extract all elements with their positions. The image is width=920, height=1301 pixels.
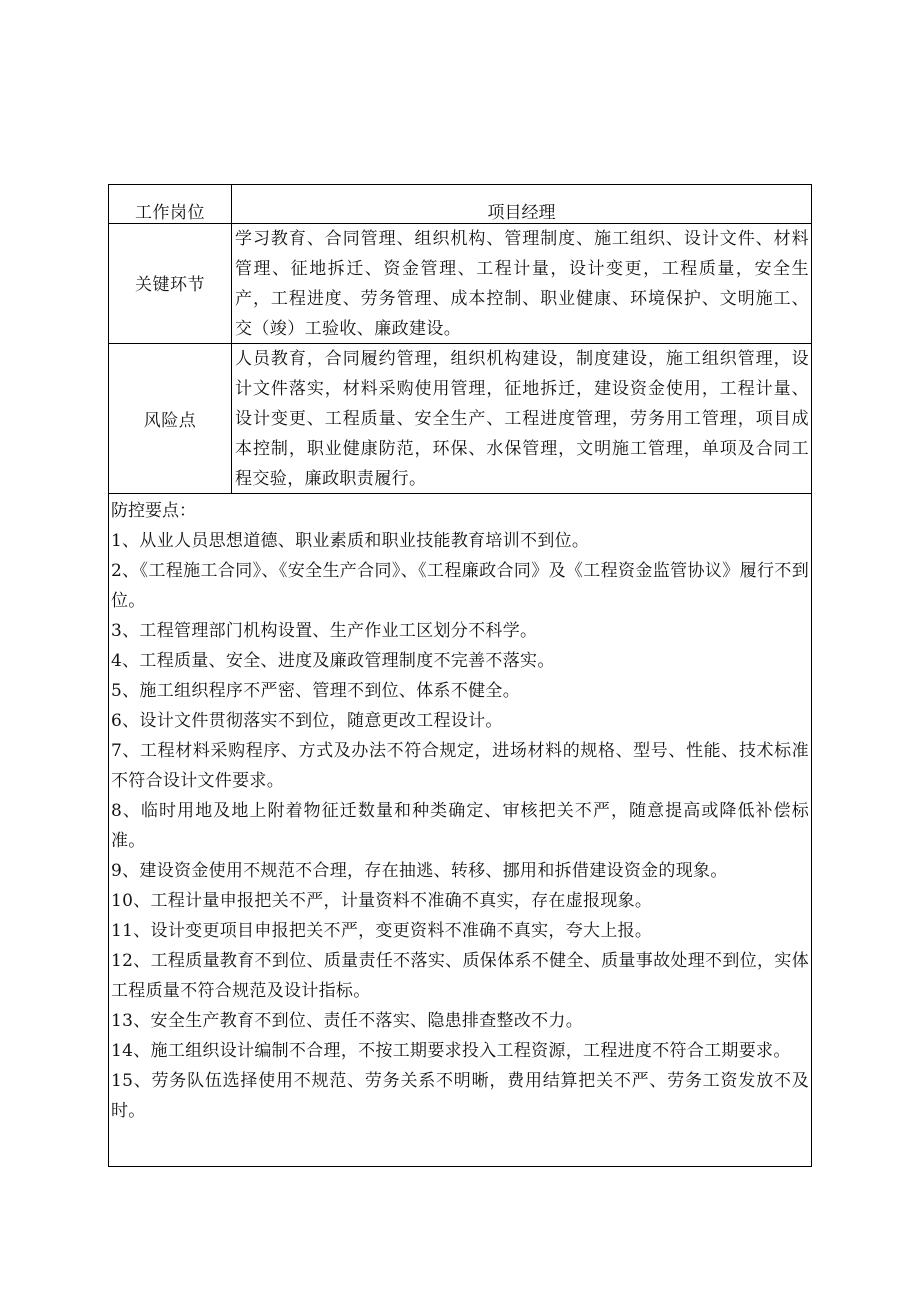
control-points-section [109,494,811,1166]
risk-points-text: 人员教育，合同履约管理，组织机构建设，制度建设，施工组织管理，设计文件落实，材料采购使用管理，征地拆迁，建设资金使用，工程计量、设计变更、工程质量、安全生产、工程进度管理，劳务用工管理，项目成本控制，职业健康防范，环保、水保管理，文明施工管理，单项及合同工程交验，廉政职责履行。 [235,349,809,489]
risk-control-table [108,184,812,1167]
control-item: 4、工程质量、安全、进度及廉政管理制度不完善不落实。 [111,651,555,671]
key-links-text: 学习教育、合同管理、组织机构、管理制度、施工组织、设计文件、材料管理、征地拆迁、资金管理、工程计量，设计变更，工程质量，安全生产，工程进度、劳务管理、成本控制、职业健康、环境保护、文明施工、交（竣）工验收、廉政建设。 [235,229,809,339]
control-item: 7、工程材料采购程序、方式及办法不符合规定，进场材料的规格、型号、性能、技术标准不符合设计文件要求。 [111,741,809,791]
control-item: 10、工程计量申报把关不严，计量资料不准确不真实，存在虚报现象。 [111,891,653,911]
control-item: 13、安全生产教育不到位、责任不落实、隐患排查整改不力。 [111,1011,584,1031]
control-item: 12、工程质量教育不到位、质量责任不落实、质保体系不健全、质量事故处理不到位，实体工程质量不符合规范及设计指标。 [111,951,809,1001]
column-divider [231,344,232,494]
position-value: 项目经理 [487,203,556,223]
control-item: 5、施工组织程序不严密、管理不到位、体系不健全。 [111,681,521,701]
key-links-label: 关键环节 [135,275,205,295]
row-key-links [109,224,811,344]
row-risk-points [109,344,811,494]
control-item: 14、施工组织设计编制不合理，不按工期要求投入工程资源，工程进度不符合工期要求。 [111,1041,791,1061]
risk-points-label: 风险点 [143,411,197,431]
control-item: 3、工程管理部门机构设置、生产作业工区划分不科学。 [111,621,538,641]
control-item: 11、设计变更项目申报把关不严，变更资料不准确不真实，夸大上报。 [111,921,653,941]
control-points-heading: 防控要点： [111,501,196,521]
row-position [109,185,811,224]
control-item: 1、从业人员思想道德、职业素质和职业技能教育培训不到位。 [111,531,590,551]
column-divider [231,224,232,344]
control-item: 2、《工程施工合同》、《安全生产合同》、《工程廉政合同》及《工程资金监管协议》履行不到位。 [111,561,809,611]
control-item: 8、临时用地及地上附着物征迁数量和种类确定、审核把关不严，随意提高或降低补偿标准。 [111,801,809,851]
position-label: 工作岗位 [135,203,205,223]
control-item: 9、建设资金使用不规范不合理，存在抽逃、转移、挪用和拆借建设资金的现象。 [111,861,728,881]
control-item: 15、劳务队伍选择使用不规范、劳务关系不明晰，费用结算把关不严、劳务工资发放不及时。 [111,1071,809,1121]
control-item: 6、设计文件贯彻落实不到位，随意更改工程设计。 [111,711,503,731]
